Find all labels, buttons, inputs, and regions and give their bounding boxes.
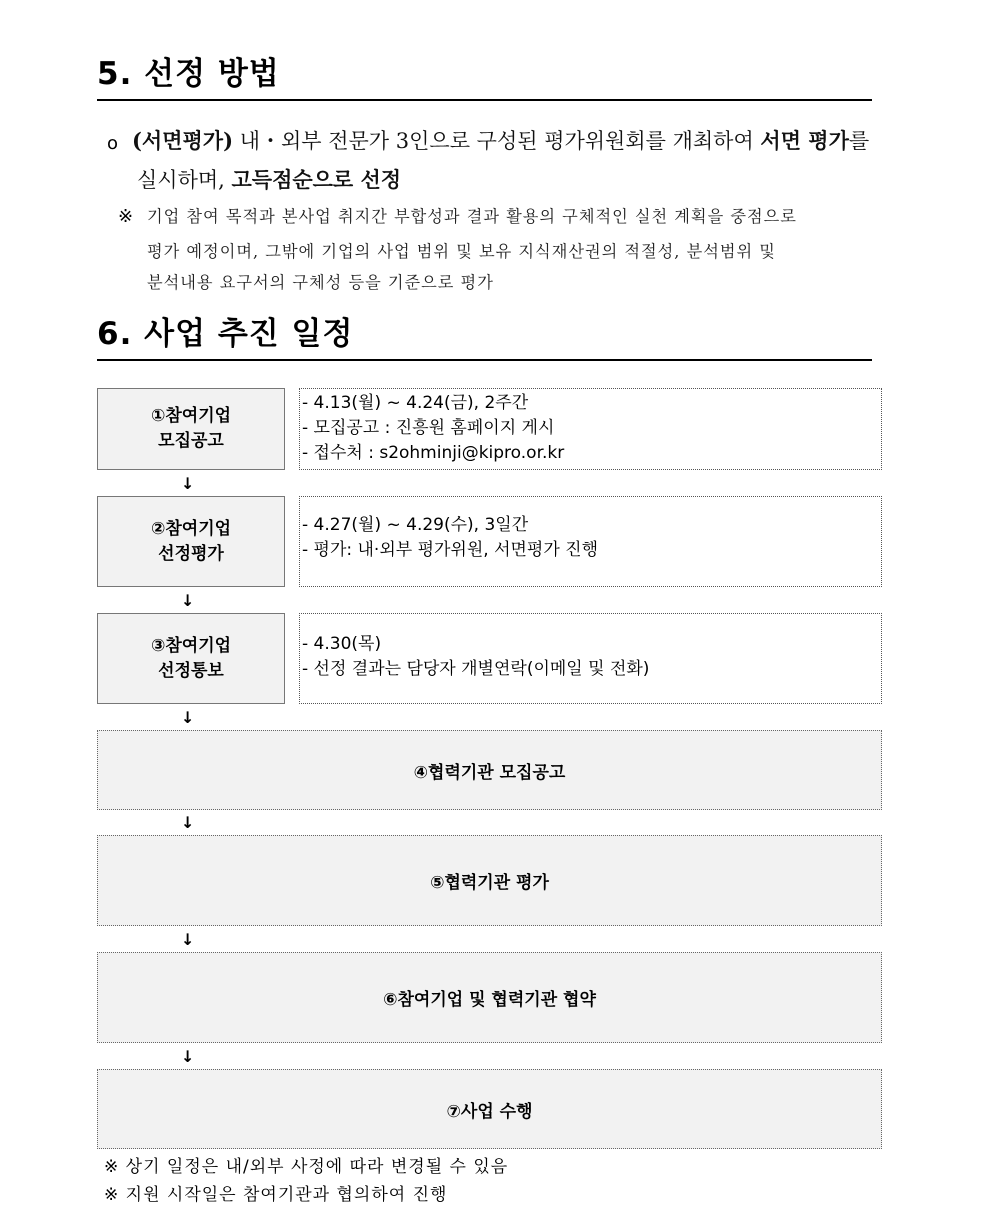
down-arrow-icon: ↓ xyxy=(181,474,195,493)
step-1-label-line-1: ①참여기업 xyxy=(150,406,232,426)
down-arrow-icon: ↓ xyxy=(181,591,195,610)
section-6-rule xyxy=(97,359,872,361)
section-6-title: 6. 사업 추진 일정 xyxy=(97,316,354,352)
step-2-detail-period: - 4.27(월) ~ 4.29(수), 3일간 xyxy=(302,515,529,535)
step-3-details xyxy=(299,613,882,704)
footnote-2: ※ 지원 시작일은 참여기관과 협의하여 진행 xyxy=(104,1185,448,1205)
down-arrow-icon: ↓ xyxy=(181,708,195,727)
step-7-box xyxy=(97,1069,882,1149)
down-arrow-icon: ↓ xyxy=(181,1047,195,1066)
step-3-label-line-1: ③참여기업 xyxy=(150,635,232,656)
step-1-details xyxy=(299,388,882,470)
selection-method-text: 내・외부 전문가 3인으로 구성된 평가위원회를 개최하여 xyxy=(233,129,761,153)
section-5-rule xyxy=(97,99,872,101)
step-4-box xyxy=(97,730,882,810)
step-4-label: ④협력기관 모집공고 xyxy=(413,762,566,783)
step-7-label: ⑦사업 수행 xyxy=(446,1101,533,1122)
footnote-1: ※ 상기 일정은 내/외부 사정에 따라 변경될 수 있음 xyxy=(104,1157,509,1177)
step-2-detail-evaluation: - 평가: 내·외부 평가위원, 서면평가 진행 xyxy=(302,540,599,560)
step-2-label-line-1: ②참여기업 xyxy=(150,518,232,539)
bullet-marker: o xyxy=(107,133,119,154)
step-6-box xyxy=(97,952,882,1043)
step-1-detail-announcement: - 모집공고 : 진흥원 홈페이지 게시 xyxy=(302,418,555,438)
step-2-label-line-2: 선정평가 xyxy=(158,543,224,564)
step-2-details xyxy=(299,496,882,587)
high-score-emphasis: 고득점순으로 선정 xyxy=(231,167,402,192)
down-arrow-icon: ↓ xyxy=(181,813,195,832)
selection-method-line-1 xyxy=(132,123,869,159)
selection-method-text-2: 실시하며, xyxy=(137,168,232,192)
selection-method-line-2 xyxy=(137,162,401,198)
written-evaluation-emphasis: 서면 평가 xyxy=(760,128,849,153)
step-3-detail-notice: - 선정 결과는 담당자 개별연락(이메일 및 전화) xyxy=(302,659,650,679)
step-3-label-line-2: 선정통보 xyxy=(158,660,224,681)
step-2-label xyxy=(97,496,285,587)
step-3-detail-date: - 4.30(목) xyxy=(302,634,382,654)
step-1-label xyxy=(97,388,285,470)
note-line-3: 분석내용 요구서의 구체성 등을 기준으로 평가 xyxy=(147,273,494,292)
step-1-label-line-2: 모집공고 xyxy=(158,431,224,451)
written-evaluation-label: (서면평가) xyxy=(132,128,234,153)
selection-method-text-end: 를 xyxy=(848,129,870,153)
note-line-2: 평가 예정이며, 그밖에 기업의 사업 범위 및 보유 지식재산권의 적절성, 분석범위 및 xyxy=(147,242,776,261)
step-3-label xyxy=(97,613,285,704)
step-5-box xyxy=(97,835,882,926)
down-arrow-icon: ↓ xyxy=(181,930,195,949)
step-1-detail-period: - 4.13(월) ~ 4.24(금), 2주간 xyxy=(302,393,529,413)
step-5-label: ⑤협력기관 평가 xyxy=(430,873,549,893)
step-1-detail-contact: - 접수처 : s2ohminji@kipro.or.kr xyxy=(302,443,565,463)
note-mark: ※ xyxy=(118,206,134,227)
section-5-title: 5. 선정 방법 xyxy=(97,56,280,92)
step-6-label: ⑥참여기업 및 협력기관 협약 xyxy=(383,990,596,1010)
note-line-1: 기업 참여 목적과 본사업 취지간 부합성과 결과 활용의 구체적인 실천 계획을 중점으로 xyxy=(147,207,797,226)
